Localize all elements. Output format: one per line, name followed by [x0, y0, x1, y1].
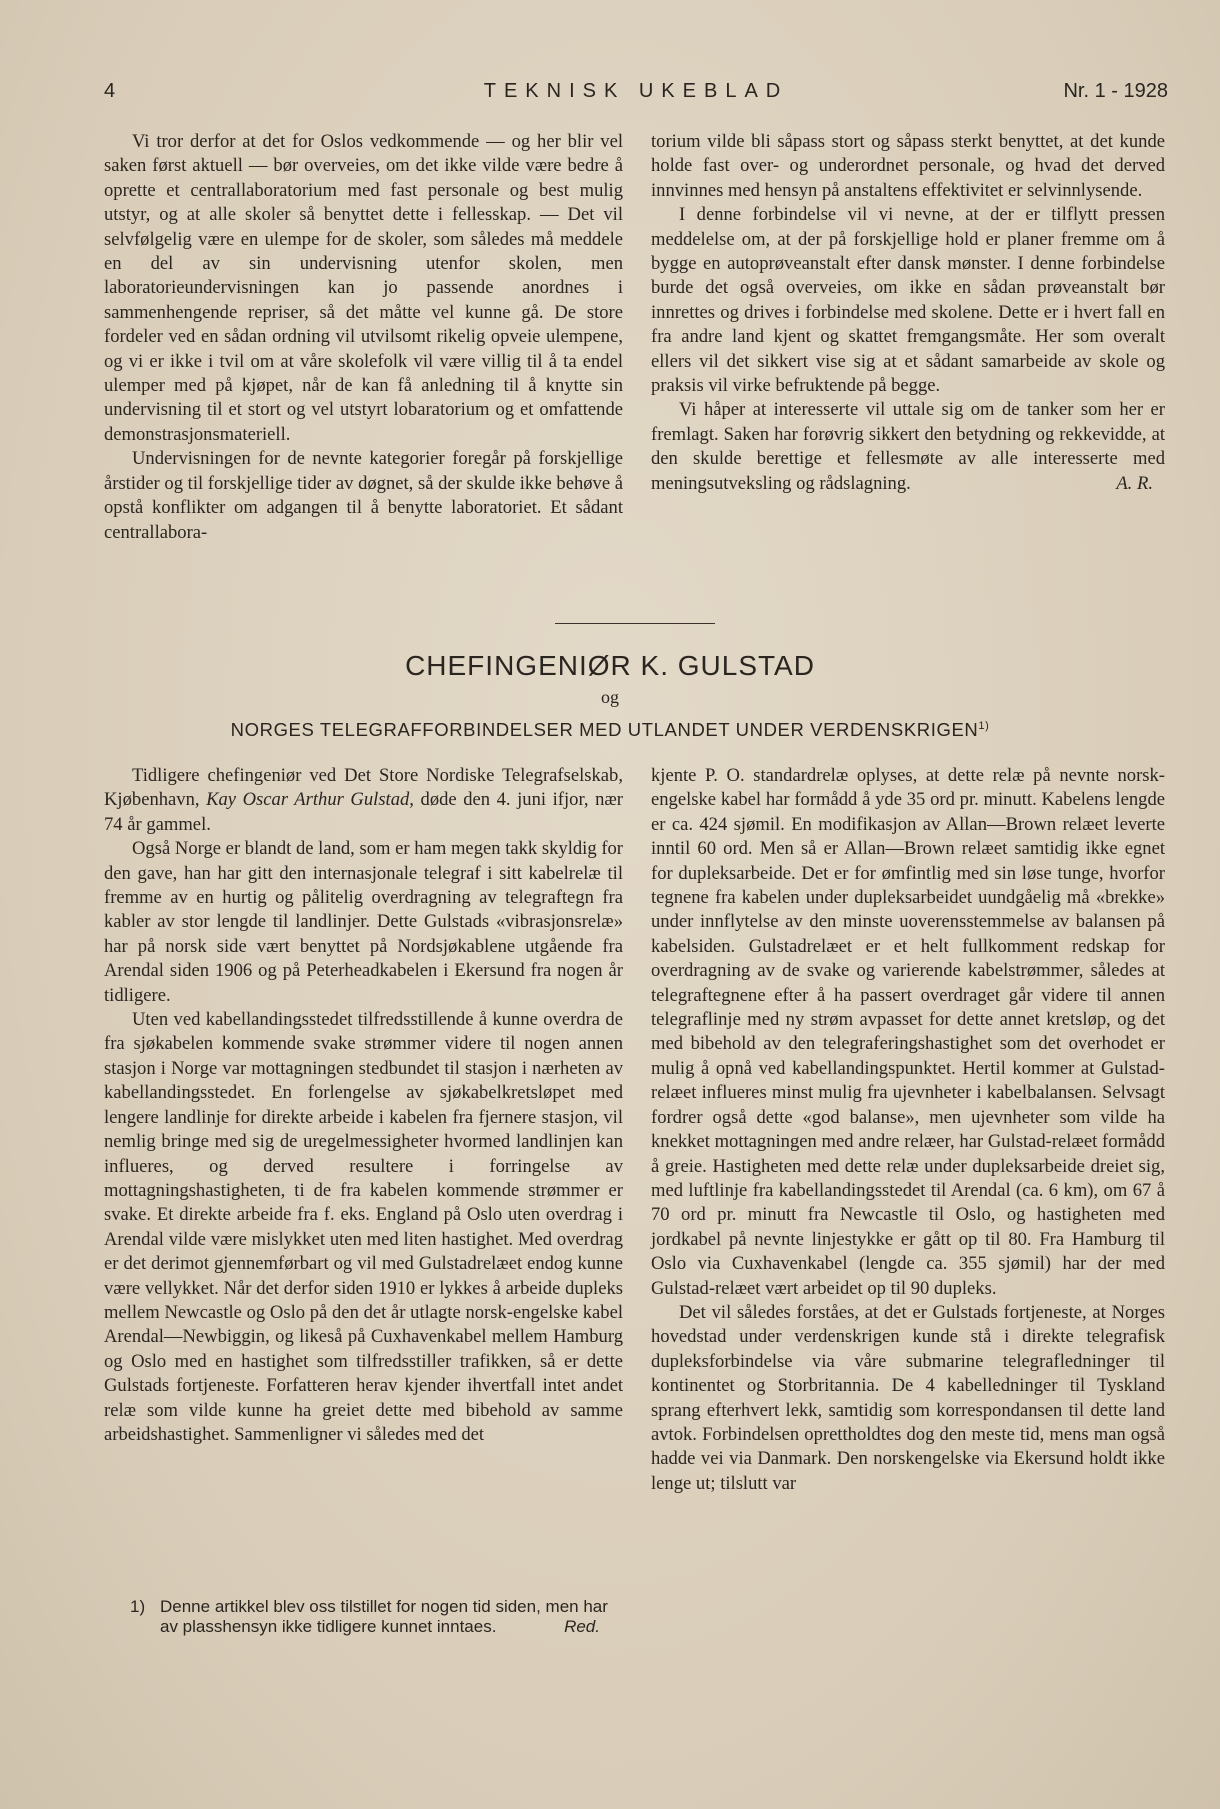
footnote-signature: Red. [564, 1617, 600, 1636]
paragraph: I denne forbindelse vil vi nevne, at der er tilflytt pressen meddelelse om, at der på forskjellige hold er planer fremme om å bygge en autoprøveanstalt efter dansk mønster. I denne forbindelse burde det også overveies, om ikke en sådan prøveanstalt bør innrettes og drives i forbindelse med skolene. Dette er i hvert fall en fra andre land kjent og skattet fremgangsmåte. Her som overalt ellers vil det sikkert vise sig at et sådant samarbeide av skole og praksis vil virke befruktende på begge. [651, 204, 1165, 397]
paragraph [104, 764, 623, 837]
paragraph-last [651, 398, 1165, 496]
article2-column-left [104, 764, 623, 1447]
subtitle-text: NORGES TELEGRAFFORBINDELSER MED UTLANDET UNDER VERDENSKRIGEN [230, 719, 979, 740]
article-subtitle [0, 719, 1220, 741]
paragraph: Vi tror derfor at det for Oslos vedkommende — og her blir vel saken først aktuell — bør overveies, om det ikke vilde være bedre å oprette et centrallaboratorium med fast personale og best mulig utstyr, og at alle skoler så benyttet dette i fellesskap. — Det vil selvfølgelig være en ulempe for de skoler, som således må meddele en del av sin undervisning utenfor skolen, men laboratorieundervisningen kan jo passende anordnes i sammenhengende repriser, så det måtte vel kunne gå. De store fordeler ved en sådan ordning vil utvilsomt rikelig opveie ulempene, og vi er ikke i tvil om at våre skolefolk vil være villig til å ta endel ulemper med på kjøpet, når de kan få anledning til å knytte sin undervisning til et stort og vel utstyrt lobaratorium og et omfattende demonstrasjonsmateriell. [104, 131, 623, 445]
journal-title: TEKNISK UKEBLAD [483, 80, 789, 102]
paragraph: Undervisningen for de nevnte kategorier foregår på forskjellige årstider og til forskjellige tider av døgnet, så der skulde ikke behøve å opstå konflikter om adgangen til å benytte laboratoriet. Et sådant centrallabora- [104, 448, 623, 543]
paragraph: Også Norge er blandt de land, som er ham megen takk skyldig for den gave, han har gitt den internasjonale telegraf i sitt kabelrelæ til fremme av en hurtig og pålitelig overdragning av telegraftegn fra kabler av stor lengde til landlinjer. Dette Gulstads «vibrasjonsrelæ» har på norsk side vært benyttet på Nordsjøkablene utgående fra Arendal siden 1906 og på Peterheadkabelen i Ekersund fra nogen år tidligere. [104, 838, 623, 1006]
section-divider [555, 623, 715, 624]
paragraph: torium vilde bli såpass stort og såpass sterkt benyttet, at det kunde holde fast over- og underordnet personale, og hvad det derved innvinnes med hensyn på anstaltens effektivitet er selvinnlysende. [651, 131, 1165, 201]
title-connector: og [601, 687, 619, 707]
footnote-mark: 1) [130, 1597, 146, 1616]
person-name: Kay Oscar Arthur Gulstad, [206, 789, 414, 811]
issue-number: Nr. 1 - 1928 [1063, 80, 1168, 102]
paragraph: Det vil således forståes, at det er Gulstads fortjeneste, at Norges hovedstad under verdenskrigen kunde stå i direkte telegrafisk dupleksforbindelse via våre submarine telegrafledninger til kontinentet og Storbritannia. De 4 kabelledninger til Tyskland sprang efterhvert lekk, samtidig som korrespondansen til dette land avtok. Forbindelsen oprettholdtes dog den meste tid, mens man også hadde vei via Danmark. Den norskengelske via Ekersund holdt ikke lenge ut; tilslutt var [651, 1301, 1165, 1494]
article1-column-right [651, 130, 1165, 496]
footnote-reference: 1) [978, 719, 990, 732]
paragraph-text: Tidligere chefingeniør ved Det Store Nordiske Telegrafselskab, Kjøbenhavn, [104, 765, 623, 811]
paragraph-text: døde den 4. juni ifjor, nær 74 år gammel. [104, 789, 623, 835]
page-number: 4 [104, 80, 116, 102]
paragraph-text: Vi håper at interesserte vil uttale sig om de tanker som her er fremlagt. Saken har forøvrig sikkert den betydning og rekkevidde, at den skulde berettige et fellesmøte av alle interesserte med meningsutveksling og rådslagning. [651, 399, 1165, 494]
author-signature: A. R. [1116, 472, 1153, 494]
footnote [130, 1597, 620, 1637]
footnote-text: Denne artikkel blev oss tilstillet for nogen tid siden, men har av plasshensyn ikke tidligere kunnet inntaes. [160, 1597, 608, 1636]
paragraph: Uten ved kabellandingsstedet tilfredsstillende å kunne overdra de fra sjøkabelen kommende svake strømmer videre til nogen annen stasjon i Norge var mottagningen stedbundet til stasjon i nærheten av kabellandingsstedet. En forlengelse av sjøkabelkretsløpet med lengere landlinje for direkte arbeide i kabelen fra fjernere stasjon, vil nemlig bringe med sig de uregelmessigheter hvormed landlinjen kan influeres, og derved resultere i forringelse av mottagningshastigheten, ti de fra kabelen kommende strømmer er svake. Et direkte arbeide fra f. eks. England på Oslo uten overdrag i Arendal vilde være mislykket uten med liten hastighet. Med overdrag er det derimot gjennemførbart og vil med Gulstadrelæet endog kunne være vellykket. Når det derfor siden 1910 er lykkes å arbeide dupleks mellem Newcastle og Oslo på den det år utlagte norsk-engelske kabel Arendal—Newbiggin, og likeså på Cuxhavenkabel mellem Hamburg og Oslo med en hastighet som tilfredsstiller trafikken, så er dette Gulstads fortjeneste. Forfatteren herav kjender ihvertfall intet andet relæ som vilde kunne ha greiet dette med bibehold av samme arbeidshastighet. Sammenligner vi således med det [104, 1009, 623, 1445]
paragraph: kjente P. O. standardrelæ oplyses, at dette relæ på nevnte norsk-engelske kabel har formådd å yde 35 ord pr. minutt. Kabelens lengde er ca. 424 sjømil. En modifikasjon av Allan—Brown relæet leverte inntil 60 ord. Men så er Allan—Brown relæet samtidig ikke egnet for dupleksarbeide. Det er for ømfintlig med sin løse tunge, hvorfor tegnene fra kabelen under dupleksarbeidet uundgåelig må «brekke» under innflytelse av den minste uoverensstemmelse av balansen på kabelsiden. Gulstadrelæet er et helt fullkomment redskap for overdragning av de svake og varierende kabelstrømmer, således at telegraftegnene efter å ha passert overdraget går videre til annen telegraflinje med ny strøm avpasset for dette annet kretsløp, og det med bibehold av den telegraferingshastighet som det overhodet er mulig å opnå ved kabellandingspunktet. Hertil kommer at Gulstad-relæet influeres minst mulig fra ujevnheter i kabelbalansen. Selvsagt fordrer også dette «god balanse», men ujevnheter som vilde ha knekket mottagningen med andre relæer, har Gulstad-relæet formådd å greie. Hastigheten med dette relæ under dupleksarbeide dreiet sig, med luftlinje fra kabellandingsstedet til Arendal (ca. 6 km), om 67 å 70 ord pr. minutt fra Newcastle til Oslo, og hastigheten med jordkabel på nevnte linjestykke er gått op til 80. Fra Hamburg til Oslo via Cuxhavenkabel (lengde ca. 355 sjømil) har der med Gulstad-relæet vært arbeidet op til 90 dupleks. [651, 765, 1165, 1299]
article1-column-left [104, 130, 623, 545]
article-title: CHEFINGENIØR K. GULSTAD [405, 650, 815, 681]
running-header [104, 80, 1168, 110]
article2-column-right [651, 764, 1165, 1496]
